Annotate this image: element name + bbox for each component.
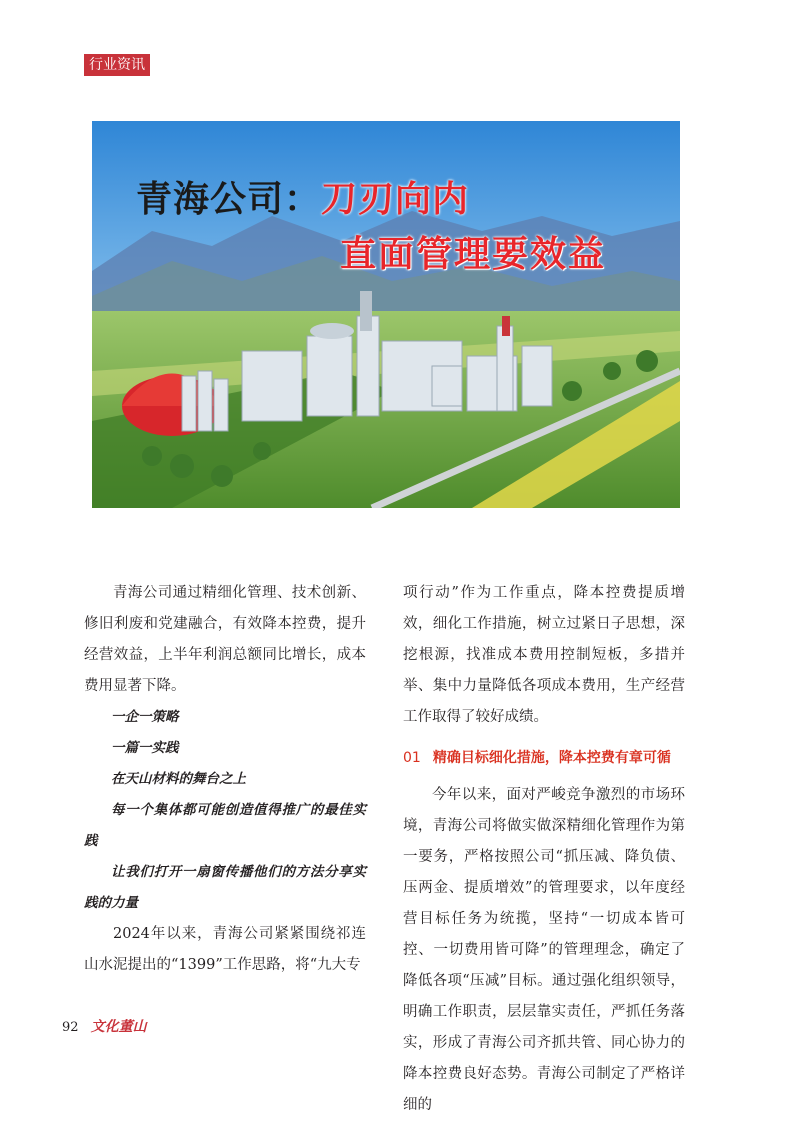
poem-line: 让我们打开一扇窗传播他们的方法分享实践的力量: [84, 864, 366, 911]
page-number: 92: [62, 1020, 79, 1035]
section-heading-number: 01: [403, 750, 421, 766]
section-heading-text: 精确目标细化措施，降本控费有章可循: [432, 750, 671, 766]
hero-title-prefix: 青海公司：: [136, 179, 322, 220]
poem-line: 一企一策略: [111, 709, 179, 725]
hero-title-line2: 直面管理要效益: [340, 233, 607, 275]
hero-image: [92, 121, 680, 508]
body-paragraph-2-continued: 项行动”作为工作重点，降本控费提质增效，细化工作措施，树立过紧日子思想，深挖根源，找准成本费用控制短板，多措并举、集中力量降低各项成本费用，生产经营工作取得了较好成绩。: [403, 585, 685, 725]
body-paragraph-3: 今年以来，面对严峻竞争激烈的市场环境，青海公司将做实做深精细化管理作为第一要务，严格按照公司“抓压减、降负债、压两金、提质增效”的管理要求，以年度经营目标任务为统揽，坚持“一切成本皆可控、一切费用皆可降”的管理理念，确定了降低各项“压减”目标。通过强化组织领导，明确工作职责，层层靠实责任，严抓任务落实，形成了青海公司齐抓共管、同心协力的降本控费良好态势。青海公司制定了严格详细的: [403, 787, 685, 1113]
hero-title-accent: 刀刃向内: [321, 179, 470, 220]
lead-paragraph: 青海公司通过精细化管理、技术创新、修旧利废和党建融合，有效降本控费，提升经营效益，上半年利润总额同比增长，成本费用显著下降。: [84, 585, 366, 694]
section-tag: 行业资讯: [84, 54, 150, 76]
body-paragraph-2: [84, 919, 366, 981]
hero-title-line1: [136, 171, 469, 222]
body-paragraph-2-text: 2024年以来，青海公司紧紧围绕祁连山水泥提出的“1399”工作思路，将“九大专: [84, 926, 366, 973]
poem-line: 每一个集体都可能创造值得推广的最佳实践: [84, 802, 366, 849]
magazine-logo: 文化董山: [90, 1019, 147, 1035]
article-column-right: [403, 578, 685, 1121]
poem-line: 在天山材料的舞台之上: [111, 771, 246, 787]
article-column-left: [84, 578, 366, 981]
poem-line: 一篇一实践: [111, 740, 179, 756]
section-heading: [403, 743, 685, 774]
page-footer: [62, 1016, 147, 1036]
